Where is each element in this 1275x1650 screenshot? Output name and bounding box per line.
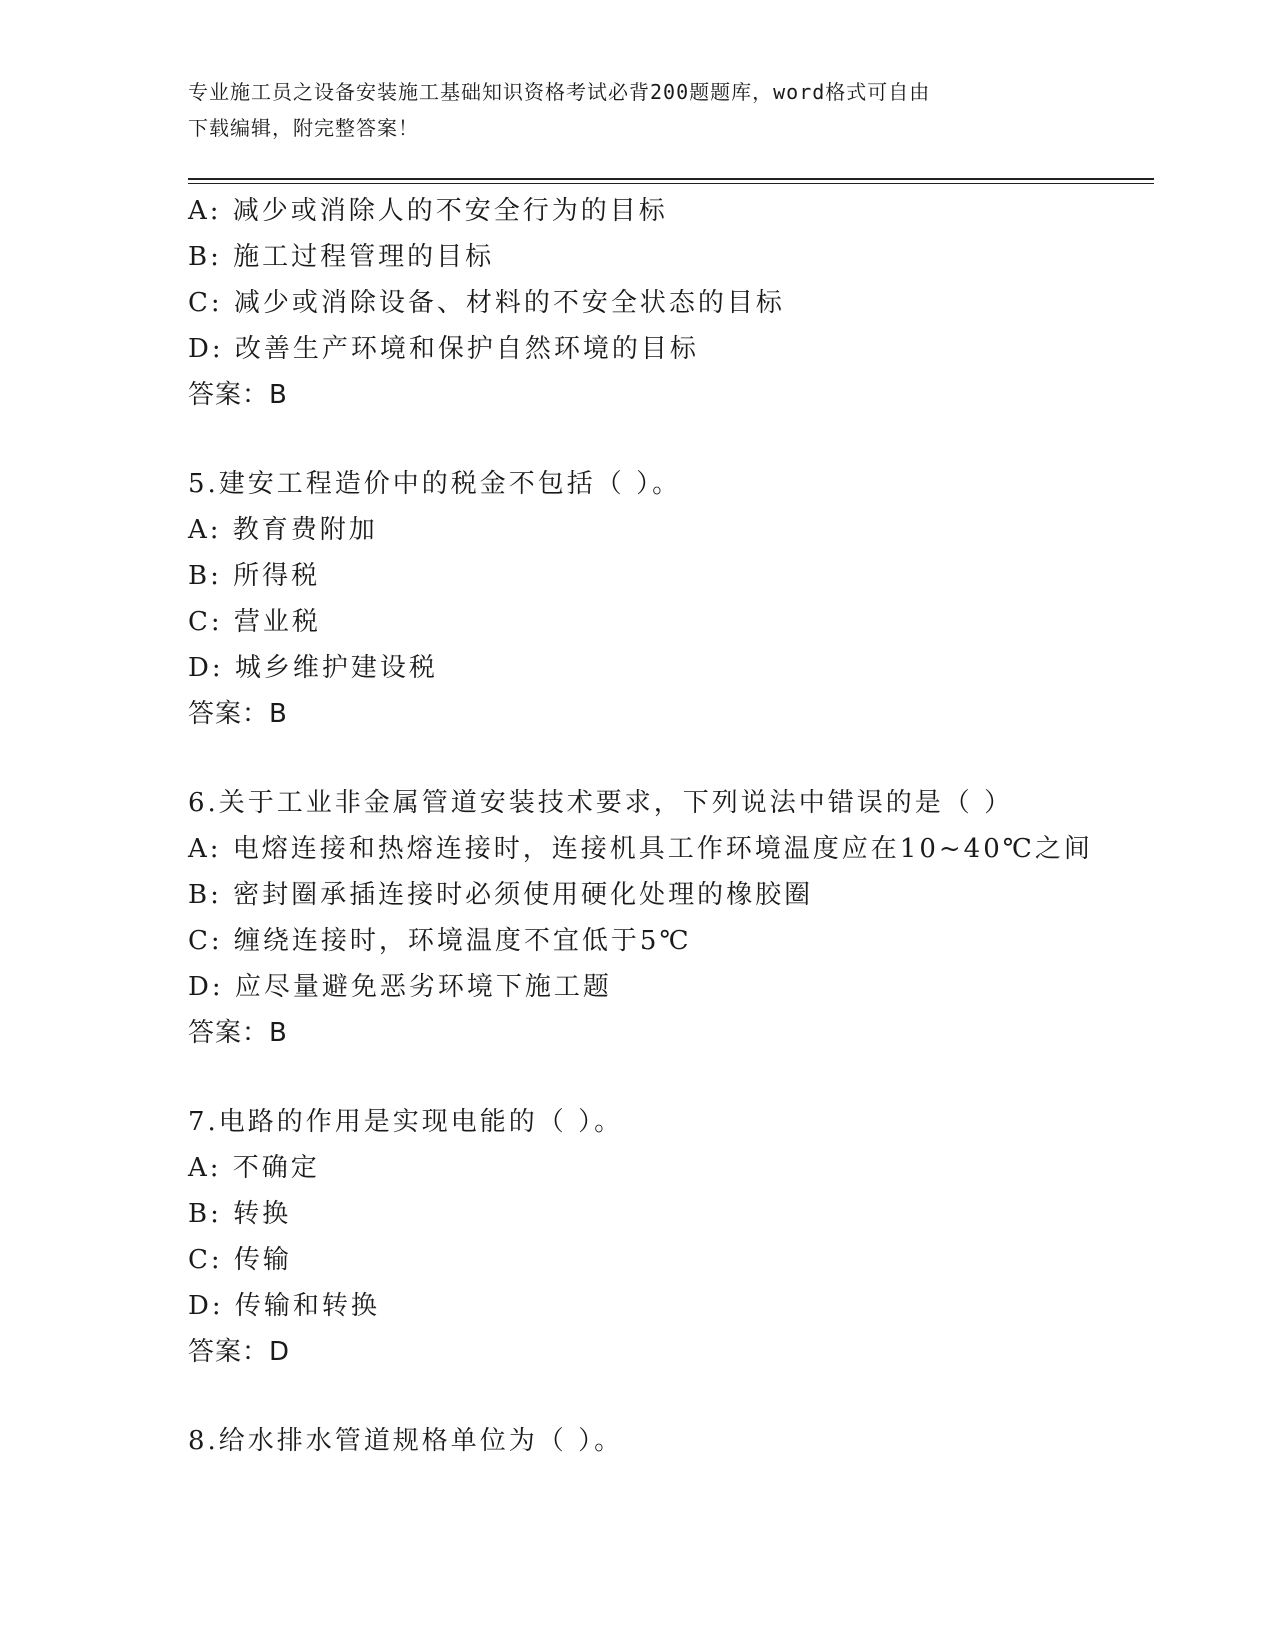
question-text: 7.电路的作用是实现电能的（ ）。 — [188, 1107, 624, 1137]
header-line-1: 专业施工员之设备安装施工基础知识资格考试必背200题题库，word格式可自由 — [188, 80, 931, 104]
spacer — [188, 418, 1168, 461]
question-text: 5.建安工程造价中的税金不包括（ ）。 — [188, 469, 682, 499]
header-rule-thick — [188, 178, 1154, 180]
option-b: B: 密封圈承插连接时必须使用硬化处理的橡胶圈 — [188, 880, 814, 910]
document-header — [188, 74, 1088, 146]
option-d: D: 传输和转换 — [188, 1291, 380, 1321]
spacer — [188, 1056, 1168, 1099]
option-b: B: 所得税 — [188, 561, 321, 591]
answer-line: 答案：B — [188, 699, 288, 729]
answer-line: 答案：D — [188, 1337, 291, 1367]
question-block-8 — [188, 1418, 1168, 1464]
question-text: 6.关于工业非金属管道安装技术要求，下列说法中错误的是（ ） — [188, 788, 1014, 818]
header-rule-thin — [188, 183, 1154, 184]
question-text: 8.给水排水管道规格单位为（ ）。 — [188, 1426, 624, 1456]
option-c: C: 缠绕连接时，环境温度不宜低于5℃ — [188, 926, 692, 956]
option-a: A: 电熔连接和热熔连接时，连接机具工作环境温度应在10~40℃之间 — [188, 834, 1093, 864]
option-a: A: 教育费附加 — [188, 515, 378, 545]
question-block-4 — [188, 188, 1168, 418]
question-block-6 — [188, 780, 1168, 1056]
question-block-5 — [188, 461, 1168, 737]
option-b: B: 转换 — [188, 1199, 292, 1229]
option-c: C: 传输 — [188, 1245, 292, 1275]
option-c: C: 减少或消除设备、材料的不安全状态的目标 — [188, 288, 785, 318]
option-c: C: 营业税 — [188, 607, 321, 637]
header-line-2: 下载编辑，附完整答案！ — [188, 116, 419, 140]
option-a: A: 减少或消除人的不安全行为的目标 — [188, 196, 668, 226]
option-d: D: 应尽量避免恶劣环境下施工题 — [188, 972, 612, 1002]
answer-line: 答案：B — [188, 1018, 288, 1048]
question-list — [188, 188, 1168, 1464]
answer-line: 答案：B — [188, 380, 288, 410]
option-d: D: 改善生产环境和保护自然环境的目标 — [188, 334, 699, 364]
option-d: D: 城乡维护建设税 — [188, 653, 438, 683]
spacer — [188, 1375, 1168, 1418]
spacer — [188, 737, 1168, 780]
question-block-7 — [188, 1099, 1168, 1375]
option-a: A: 不确定 — [188, 1153, 320, 1183]
option-b: B: 施工过程管理的目标 — [188, 242, 495, 272]
